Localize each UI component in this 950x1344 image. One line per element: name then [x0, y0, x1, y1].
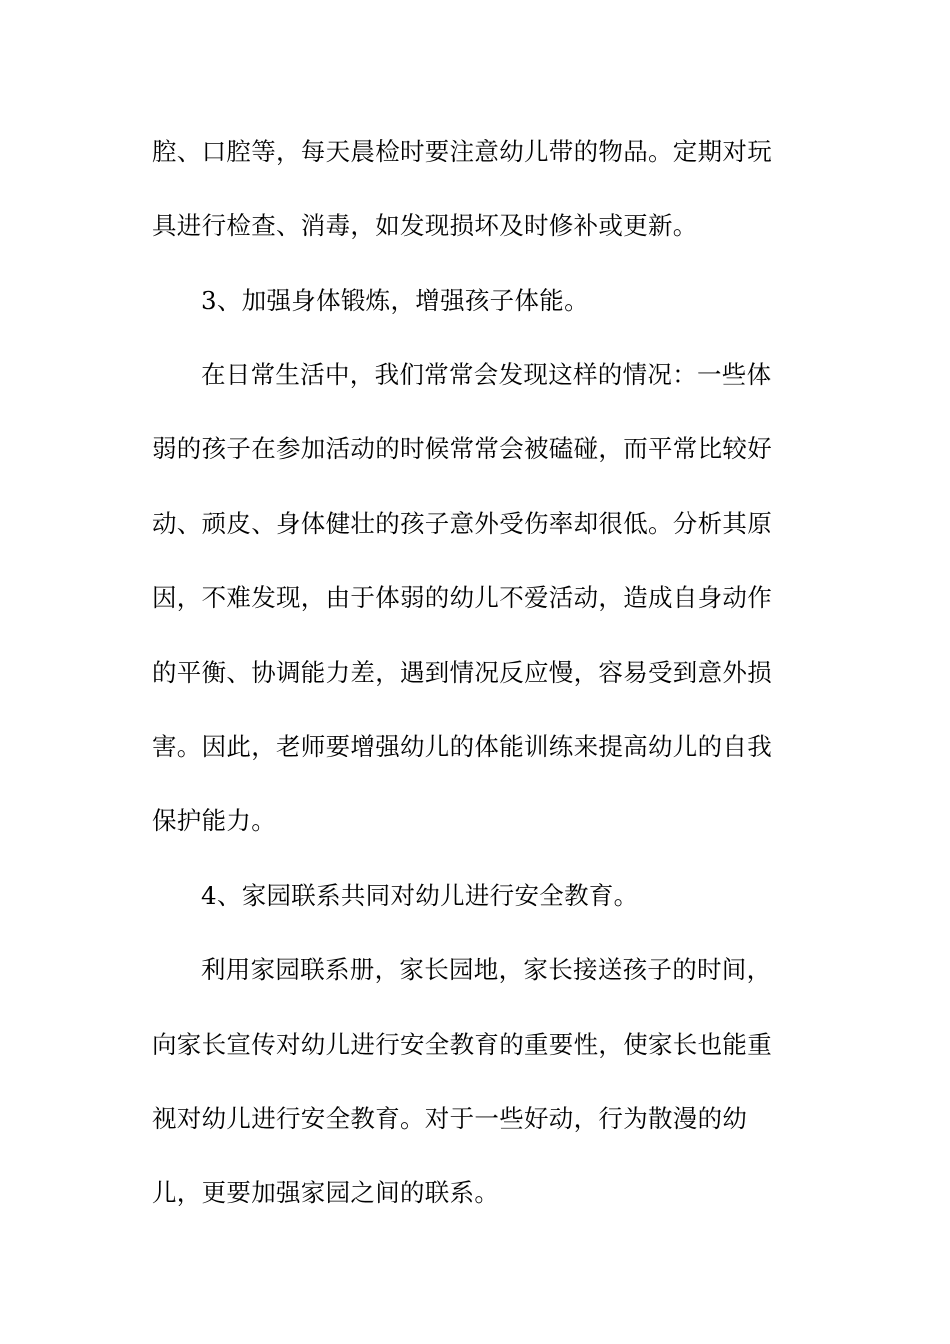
paragraph-line: 腔、口腔等，每天晨检时要注意幼儿带的物品。定期对玩 — [152, 137, 772, 166]
paragraph-line: 弱的孩子在参加活动的时候常常会被磕碰，而平常比较好 — [152, 434, 772, 463]
section-heading: 4、家园联系共同对幼儿进行安全教育。 — [201, 881, 639, 910]
paragraph-line: 利用家园联系册，家长园地，家长接送孩子的时间， — [201, 955, 772, 984]
paragraph-line: 动、顽皮、身体健壮的孩子意外受伤率却很低。分析其原 — [152, 509, 772, 538]
paragraph-line: 具进行检查、消毒，如发现损坏及时修补或更新。 — [152, 211, 698, 240]
paragraph-line: 保护能力。 — [152, 806, 276, 835]
paragraph-line: 视对幼儿进行安全教育。对于一些好动，行为散漫的幼 — [152, 1104, 748, 1133]
paragraph-line: 因，不难发现，由于体弱的幼儿不爱活动，造成自身动作 — [152, 583, 772, 612]
paragraph-line: 的平衡、协调能力差，遇到情况反应慢，容易受到意外损 — [152, 658, 772, 687]
paragraph-line: 向家长宣传对幼儿进行安全教育的重要性，使家长也能重 — [152, 1030, 772, 1059]
paragraph-line: 害。因此，老师要增强幼儿的体能训练来提高幼儿的自我 — [152, 732, 772, 761]
paragraph-line: 在日常生活中，我们常常会发现这样的情况：一些体 — [201, 360, 772, 389]
paragraph-line: 儿，更要加强家园之间的联系。 — [152, 1178, 500, 1207]
section-heading: 3、加强身体锻炼，增强孩子体能。 — [201, 286, 589, 315]
